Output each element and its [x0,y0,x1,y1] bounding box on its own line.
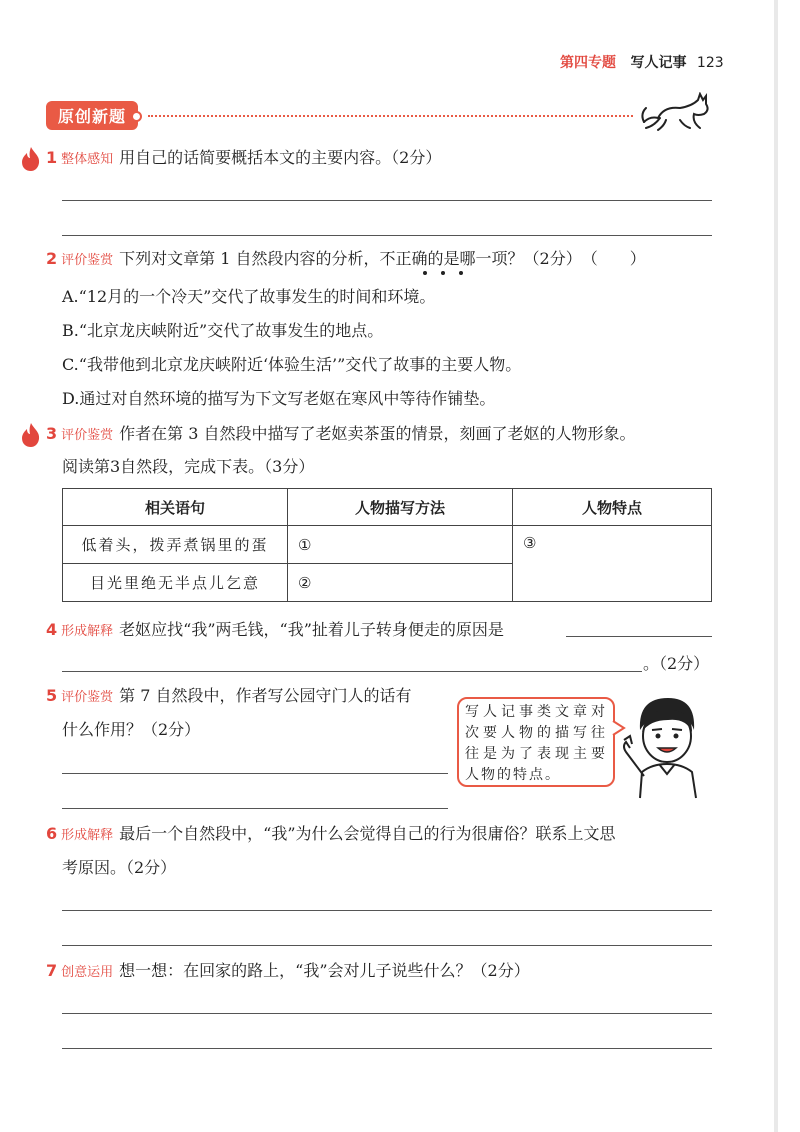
header-section: 第四专题 [560,55,616,71]
question-number: 6 [46,824,58,843]
question-number: 1 [46,148,58,167]
question-tag: 整体感知 [61,152,114,167]
table-cell-answer[interactable]: ① [288,526,513,564]
emphasis-dots [421,270,467,276]
answer-line[interactable] [566,636,712,637]
option-d[interactable]: D.通过对自然环境的描写为下文写老妪在寒风中等待作铺垫。 [62,389,496,408]
question-tag: 评价鉴赏 [61,428,114,443]
question-4-score: 。（2分） [643,654,710,673]
question-text: 最后一个自然段中，“我”为什么会觉得自己的行为很庸俗？联系上文思 [119,824,616,843]
question-text: 用自己的话简要概括本文的主要内容。（2分） [119,148,442,167]
table-header: 人物描写方法 [288,489,513,526]
question-number: 5 [46,686,58,705]
question-6-text-2: 考原因。（2分） [62,858,177,877]
table-header: 人物特点 [513,489,712,526]
question-tag: 形成解释 [61,624,114,639]
question-text: 想一想：在回家的路上，“我”会对儿子说些什么？（2分） [119,961,530,980]
question-5 [46,685,412,709]
table-header: 相关语句 [63,489,288,526]
flame-icon [20,146,42,172]
flame-icon [20,422,42,448]
table-cell-answer[interactable]: ② [288,564,513,602]
answer-line[interactable] [62,910,712,911]
table-cell: 目光里绝无半点儿乞意 [63,564,288,602]
question-number: 3 [46,424,58,443]
page-edge [774,0,778,1132]
table-header-row [63,489,712,526]
question-text: 第 7 自然段中，作者写公园守门人的话有 [119,686,412,705]
answer-line[interactable] [62,671,642,672]
answer-line[interactable] [62,808,448,809]
question-number: 4 [46,620,58,639]
question-text: 老妪应找“我”两毛钱，“我”扯着儿子转身便走的原因是 [119,620,504,639]
option-c[interactable]: C.“我带他到北京龙庆峡附近‘体验生活’”交代了故事的主要人物。 [62,355,522,374]
analysis-table [62,488,712,602]
question-text: 下列对文章第 1 自然段内容的分析，不正确的是哪一项？（2分） （ ） [119,249,646,268]
section-badge: 原创新题 [46,101,138,130]
question-5-text-2: 什么作用？（2分） [62,720,201,739]
cat-icon [640,92,712,132]
badge-dot-icon [131,111,142,122]
question-tag: 创意运用 [61,965,114,980]
answer-line[interactable] [62,200,712,201]
table-cell: 低着头，拨弄煮锅里的蛋 [63,526,288,564]
table-row [63,526,712,564]
question-number: 2 [46,249,58,268]
dotted-divider [148,115,633,117]
question-2 [46,248,646,272]
question-text: 作者在第 3 自然段中描写了老妪卖茶蛋的情景，刻画了老妪的人物形象。 [119,424,636,443]
table-cell-answer[interactable]: ③ [513,526,712,602]
question-4 [46,619,504,643]
question-3 [46,423,636,447]
question-1 [46,147,441,171]
question-tag: 形成解释 [61,828,114,843]
question-number: 7 [46,961,58,980]
question-7 [46,960,530,984]
page-number: 123 [696,55,724,71]
answer-line[interactable] [62,1048,712,1049]
option-b[interactable]: B.“北京龙庆峡附近”交代了故事发生的地点。 [62,321,384,340]
option-a[interactable]: A.“12月的一个冷天”交代了故事发生的时间和环境。 [62,287,436,306]
tip-bubble: 写人记事类文章对次要人物的描写往往是为了表现主要人物的特点。 [457,697,615,787]
question-tag: 评价鉴赏 [61,690,114,705]
header-topic: 写人记事 [630,55,687,71]
question-3-text-2: 阅读第3自然段，完成下表。（3分） [62,457,315,476]
question-6 [46,823,616,847]
answer-line[interactable] [62,1013,712,1014]
question-tag: 评价鉴赏 [61,253,114,268]
answer-line[interactable] [62,235,712,236]
answer-line[interactable] [62,773,448,774]
running-header [560,52,724,72]
answer-line[interactable] [62,945,712,946]
boy-illustration [616,690,716,800]
